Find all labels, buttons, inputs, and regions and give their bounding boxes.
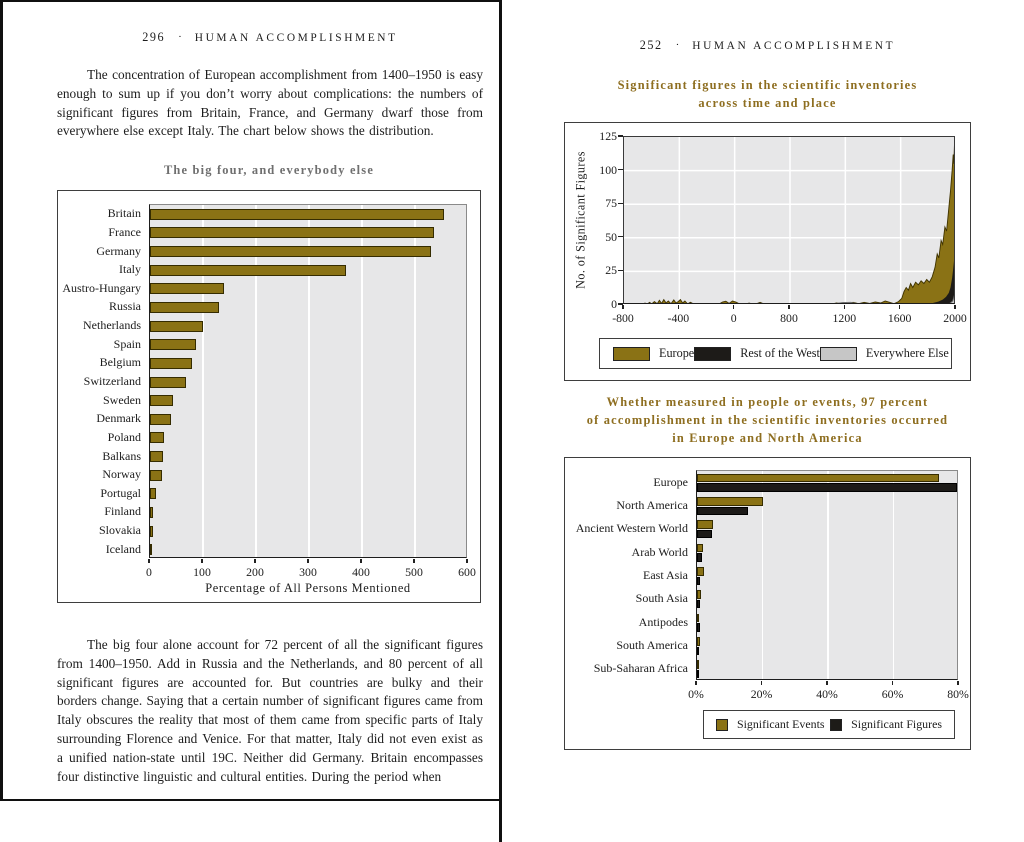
legend-label: Europe [659, 346, 695, 360]
category-label: Portugal [100, 485, 141, 500]
gridline [255, 205, 257, 557]
x-tick-label: 600 [458, 565, 476, 579]
legend [703, 710, 955, 739]
legend-label: Significant Events [737, 717, 825, 731]
x-tick-mark [844, 305, 845, 309]
x-axis-label: Percentage of All Persons Mentioned [205, 581, 411, 595]
chart-accomplishment-by-region [564, 457, 971, 750]
bar [150, 470, 162, 481]
legend-label: Significant Figures [851, 717, 942, 731]
significant-events-swatch [716, 719, 728, 731]
area-series [624, 137, 955, 304]
category-label: Europe [653, 474, 688, 489]
y-tick-mark [618, 236, 623, 237]
bar [150, 414, 171, 425]
bar [150, 265, 346, 276]
plot-area [149, 204, 467, 558]
bar [150, 544, 152, 555]
bar-events [697, 637, 700, 646]
category-labels [58, 204, 145, 558]
x-tick-mark [957, 681, 958, 685]
bar [150, 507, 153, 518]
x-tick-label: 0 [730, 311, 737, 325]
bar [150, 395, 173, 406]
header-title: HUMAN ACCOMPLISHMENT [692, 40, 896, 52]
gridline [893, 471, 895, 679]
category-label: North America [616, 498, 688, 512]
y-axis-label: No. of Significant Figures [573, 151, 588, 289]
left-page [3, 2, 499, 799]
running-header [57, 30, 483, 45]
x-tick-label: 800 [780, 311, 798, 325]
category-label: Balkans [102, 448, 141, 463]
bar [150, 358, 192, 369]
bar-figures [697, 623, 700, 632]
chart-title-line: in Europe and North America [672, 431, 863, 445]
legend-item [716, 717, 825, 732]
category-label: East Asia [643, 568, 688, 582]
bar [150, 283, 224, 294]
bar [150, 451, 163, 462]
category-label: Austro-Hungary [62, 280, 141, 295]
header-title: HUMAN ACCOMPLISHMENT [194, 32, 398, 44]
x-tick-mark [954, 305, 955, 309]
page-number: 252 [639, 38, 663, 52]
chart-title-line: across time and place [698, 96, 837, 110]
body-paragraph-bottom: The big four alone account for 72 percent of all the significant figures from 1400–1950. Add in Russia and the Netherlands, and 80 percent of all significant figures are accounted for. But countries are bulky and their borders change. Saying that a certain number of significant figures came from Italy obscures the reality that most of them came from specific parts of Italy surrounding Florence and Venice. For that matter, Italy did not even exist as a unified nation-state until 19C. Neither did Germany. Britain encompasses four distinctive linguistic and cultural entities. During the period when [57, 637, 484, 784]
x-tick-mark [899, 305, 900, 309]
body-paragraph-top: The concentration of European accomplishment from 1400–1950 is easy enough to sum up if you don’t worry about complications: the numbers of significant figures from Britain, France, and Germany dwarf those from everywhere else except Italy. The chart below shows the distribution. [57, 67, 483, 139]
x-tick-mark [466, 559, 467, 563]
y-tick-mark [618, 169, 623, 170]
header-separator: · [675, 39, 680, 51]
bar-events [697, 567, 704, 576]
legend-item [820, 346, 949, 361]
x-tick-mark [201, 559, 202, 563]
plot-area [623, 136, 955, 304]
legend-label: Everywhere Else [865, 346, 949, 360]
category-label: Slovakia [99, 523, 141, 538]
bar [150, 246, 431, 257]
significant-figures-swatch [830, 719, 842, 731]
x-tick-mark [678, 305, 679, 309]
bar-figures [697, 670, 699, 679]
everywhere-else-swatch [820, 347, 857, 361]
category-label: Poland [107, 429, 141, 444]
x-tick-mark [761, 681, 762, 685]
bar-events [697, 497, 763, 506]
y-tick-label: 100 [599, 162, 617, 177]
gridline [827, 471, 829, 679]
chart-title-line: of accomplishment in the scientific inventories occurred [586, 413, 949, 427]
bar [150, 321, 203, 332]
bar-events [697, 590, 701, 599]
category-label: Ancient Western World [575, 521, 688, 536]
legend [599, 338, 952, 369]
x-tick-label: 40% [816, 687, 838, 701]
category-label: Finland [104, 504, 141, 519]
bar [150, 377, 186, 388]
y-tick-mark [618, 270, 623, 271]
y-tick-label: 125 [599, 129, 617, 143]
bar [150, 227, 434, 238]
y-tick-label: 50 [605, 229, 617, 244]
gridline [414, 205, 416, 557]
x-tick-mark [892, 681, 893, 685]
x-tick-mark [622, 305, 623, 309]
x-tick-label: -400 [667, 311, 690, 325]
bar-events [697, 614, 699, 623]
x-tick-label: 1600 [887, 311, 912, 325]
europe-swatch [613, 347, 650, 361]
category-label: Arab World [631, 544, 688, 559]
bar-figures [697, 647, 699, 656]
category-label: Netherlands [83, 318, 141, 333]
chart-title-line: Significant figures in the scientific inventories [617, 78, 918, 92]
category-label: South Asia [635, 591, 688, 606]
category-label: Iceland [105, 541, 141, 556]
category-label: Antipodes [638, 614, 688, 629]
rest-of-west-swatch [694, 347, 731, 361]
category-label: Belgium [99, 355, 141, 370]
gridline [202, 205, 204, 557]
page-number: 296 [142, 30, 166, 44]
legend-item [694, 346, 820, 361]
x-tick-label: 500 [405, 565, 423, 579]
category-label: Sweden [103, 392, 141, 407]
x-tick-label: 1200 [832, 311, 857, 325]
x-tick-mark [254, 559, 255, 563]
x-tick-mark [788, 305, 789, 309]
legend-label: Rest of the West [740, 346, 820, 360]
x-tick-mark [826, 681, 827, 685]
left-page-bottom-edge [0, 799, 502, 801]
chart-figures-over-time [564, 122, 971, 381]
x-tick-label: 100 [193, 565, 211, 579]
x-tick-label: 400 [352, 565, 370, 579]
bar-figures [697, 507, 748, 516]
x-tick-label: 80% [947, 687, 969, 701]
bar-events [697, 660, 699, 669]
category-label: Spain [113, 336, 141, 351]
category-label: Britain [107, 206, 141, 221]
chart-title [564, 76, 971, 112]
gridline [361, 205, 363, 557]
x-tick-mark [307, 559, 308, 563]
category-label: Germany [96, 243, 141, 258]
x-tick-label: -800 [612, 311, 634, 325]
category-labels [565, 470, 692, 680]
category-label: Italy [119, 262, 141, 277]
bar [150, 488, 156, 499]
y-tick-mark [618, 135, 623, 136]
bar-figures [697, 577, 700, 586]
right-page [502, 0, 1024, 842]
y-tick-label: 0 [611, 297, 617, 311]
chart-title [564, 393, 971, 447]
x-tick-mark [148, 559, 149, 563]
category-label: Denmark [96, 411, 141, 426]
category-label: Switzerland [83, 374, 141, 388]
y-tick-label: 75 [605, 196, 617, 211]
y-tick-mark [618, 203, 623, 204]
legend-item [830, 717, 942, 732]
bar [150, 339, 196, 350]
category-label: Sub-Saharan Africa [593, 661, 688, 676]
x-tick-label: 20% [750, 687, 773, 701]
bar [150, 302, 219, 313]
x-tick-mark [413, 559, 414, 563]
y-tick-label: 25 [605, 263, 617, 278]
chart-title: The big four, and everybody else [163, 163, 375, 177]
bar [150, 526, 153, 537]
bar-figures [697, 600, 700, 609]
bar-events [697, 474, 939, 483]
gridline [308, 205, 310, 557]
bar-events [697, 544, 703, 553]
category-label: Russia [108, 299, 141, 314]
x-tick-mark [360, 559, 361, 563]
category-label: Norway [102, 467, 141, 482]
category-label: South America [616, 638, 688, 652]
plot-area [696, 470, 958, 680]
header-separator: · [178, 31, 182, 43]
x-tick-label: 300 [299, 565, 317, 579]
bar-figures [697, 530, 712, 539]
chart-title-line: Whether measured in people or events, 97 percent [606, 395, 929, 409]
chart-big-four [57, 190, 481, 603]
category-label: France [108, 224, 141, 239]
x-tick-mark [733, 305, 734, 309]
running-header [564, 38, 971, 53]
x-tick-label: 2000 [943, 311, 967, 325]
bar-figures [697, 553, 702, 562]
bar-events [697, 520, 713, 529]
bar-figures [697, 483, 957, 492]
bar [150, 432, 164, 443]
x-tick-label: 60% [881, 687, 904, 701]
x-tick-mark [695, 681, 696, 685]
bar [150, 209, 444, 220]
x-tick-label: 0% [688, 687, 704, 701]
x-tick-label: 200 [246, 565, 264, 579]
x-tick-label: 0 [146, 565, 152, 579]
legend-item [613, 346, 694, 361]
